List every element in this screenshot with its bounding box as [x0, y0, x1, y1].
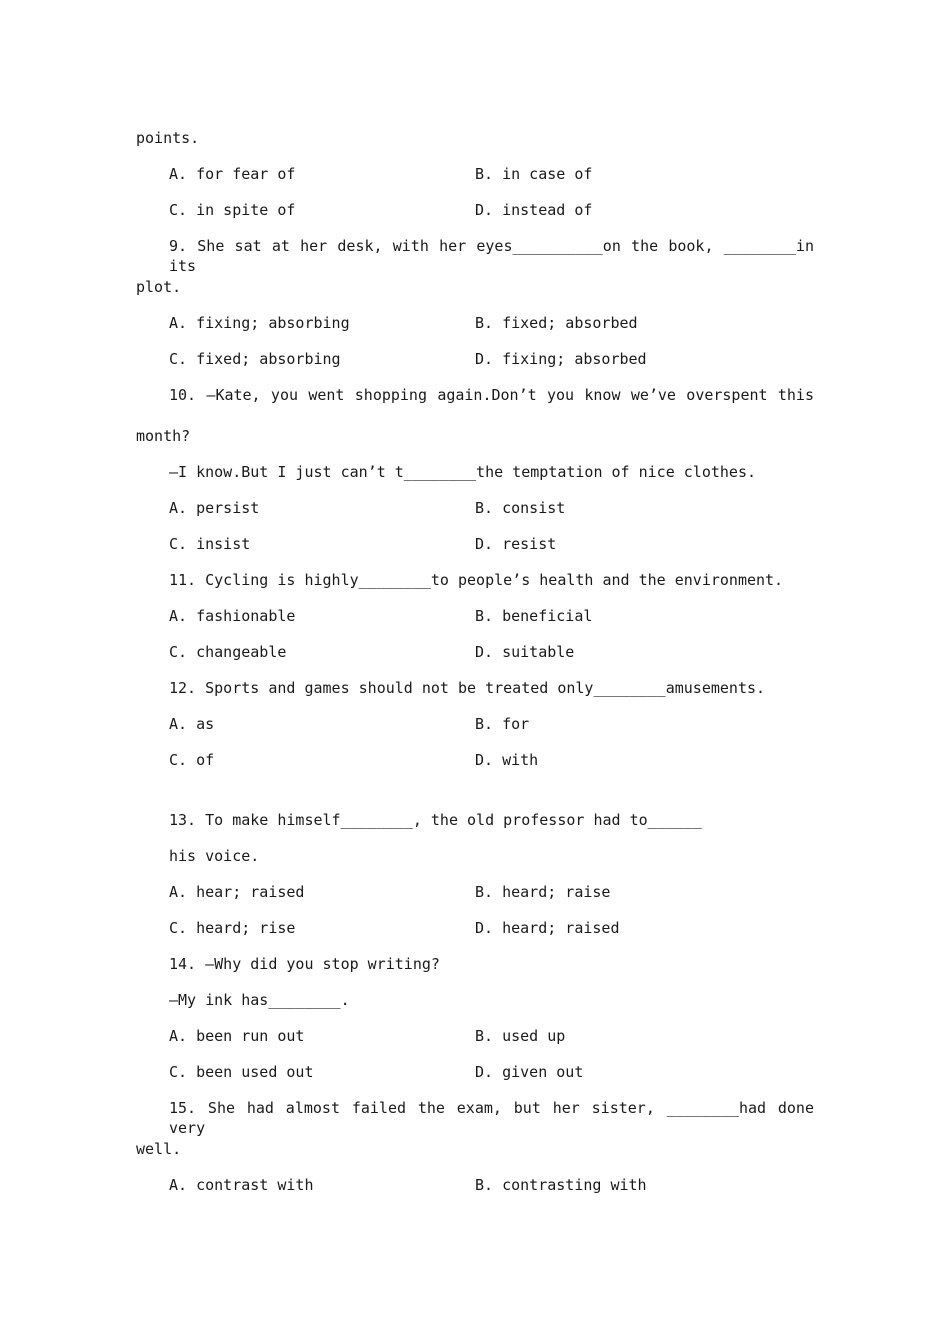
question-9-cont: plot. [136, 278, 182, 296]
option-a: A. for fear of [169, 165, 296, 183]
option-d: D. resist [475, 535, 557, 553]
option-c: C. fixed; absorbing [169, 350, 341, 368]
question-14: 14. —Why did you stop writing? [169, 955, 440, 973]
option-b: B. fixed; absorbed [475, 314, 638, 332]
option-a: A. contrast with [169, 1176, 314, 1194]
option-c: C. in spite of [169, 201, 296, 219]
question-12: 12. Sports and games should not be treated only________amusements. [169, 679, 766, 697]
option-c: C. of [169, 751, 215, 769]
option-d: D. given out [475, 1063, 584, 1081]
option-a: A. fashionable [169, 607, 296, 625]
option-b: B. beneficial [475, 607, 593, 625]
option-d: D. with [475, 751, 539, 769]
question-15: 15. She had almost failed the exam, but her sister, ________had done very [169, 1099, 814, 1137]
option-a: A. persist [169, 499, 260, 517]
option-a: A. as [169, 715, 215, 733]
option-b: B. in case of [475, 165, 593, 183]
option-c: C. insist [169, 535, 251, 553]
question-10: 10. —Kate, you went shopping again.Don’t you know we’ve overspent this [169, 386, 814, 404]
option-b: B. consist [475, 499, 566, 517]
option-a: A. hear; raised [169, 883, 305, 901]
question-11: 11. Cycling is highly________to people’s health and the environment. [169, 571, 784, 589]
question-13-cont: his voice. [169, 847, 260, 865]
option-c: C. changeable [169, 643, 287, 661]
question-14-reply: —My ink has________. [169, 991, 350, 1009]
option-c: C. been used out [169, 1063, 314, 1081]
option-b: B. heard; raise [475, 883, 611, 901]
question-10-cont: month? [136, 427, 191, 445]
question-9: 9. She sat at her desk, with her eyes__________on the book, ________in its [169, 237, 814, 275]
option-a: A. fixing; absorbing [169, 314, 350, 332]
option-c: C. heard; rise [169, 919, 296, 937]
option-d: D. heard; raised [475, 919, 620, 937]
option-d: D. fixing; absorbed [475, 350, 647, 368]
option-b: B. used up [475, 1027, 566, 1045]
option-a: A. been run out [169, 1027, 305, 1045]
text-line: points. [136, 129, 200, 147]
option-d: D. instead of [475, 201, 593, 219]
option-b: B. contrasting with [475, 1176, 647, 1194]
option-d: D. suitable [475, 643, 575, 661]
question-15-cont: well. [136, 1140, 182, 1158]
question-10-reply: —I know.But I just can’t t________the temptation of nice clothes. [169, 463, 756, 481]
option-b: B. for [475, 715, 530, 733]
question-13: 13. To make himself________, the old professor had to______ [169, 811, 702, 829]
